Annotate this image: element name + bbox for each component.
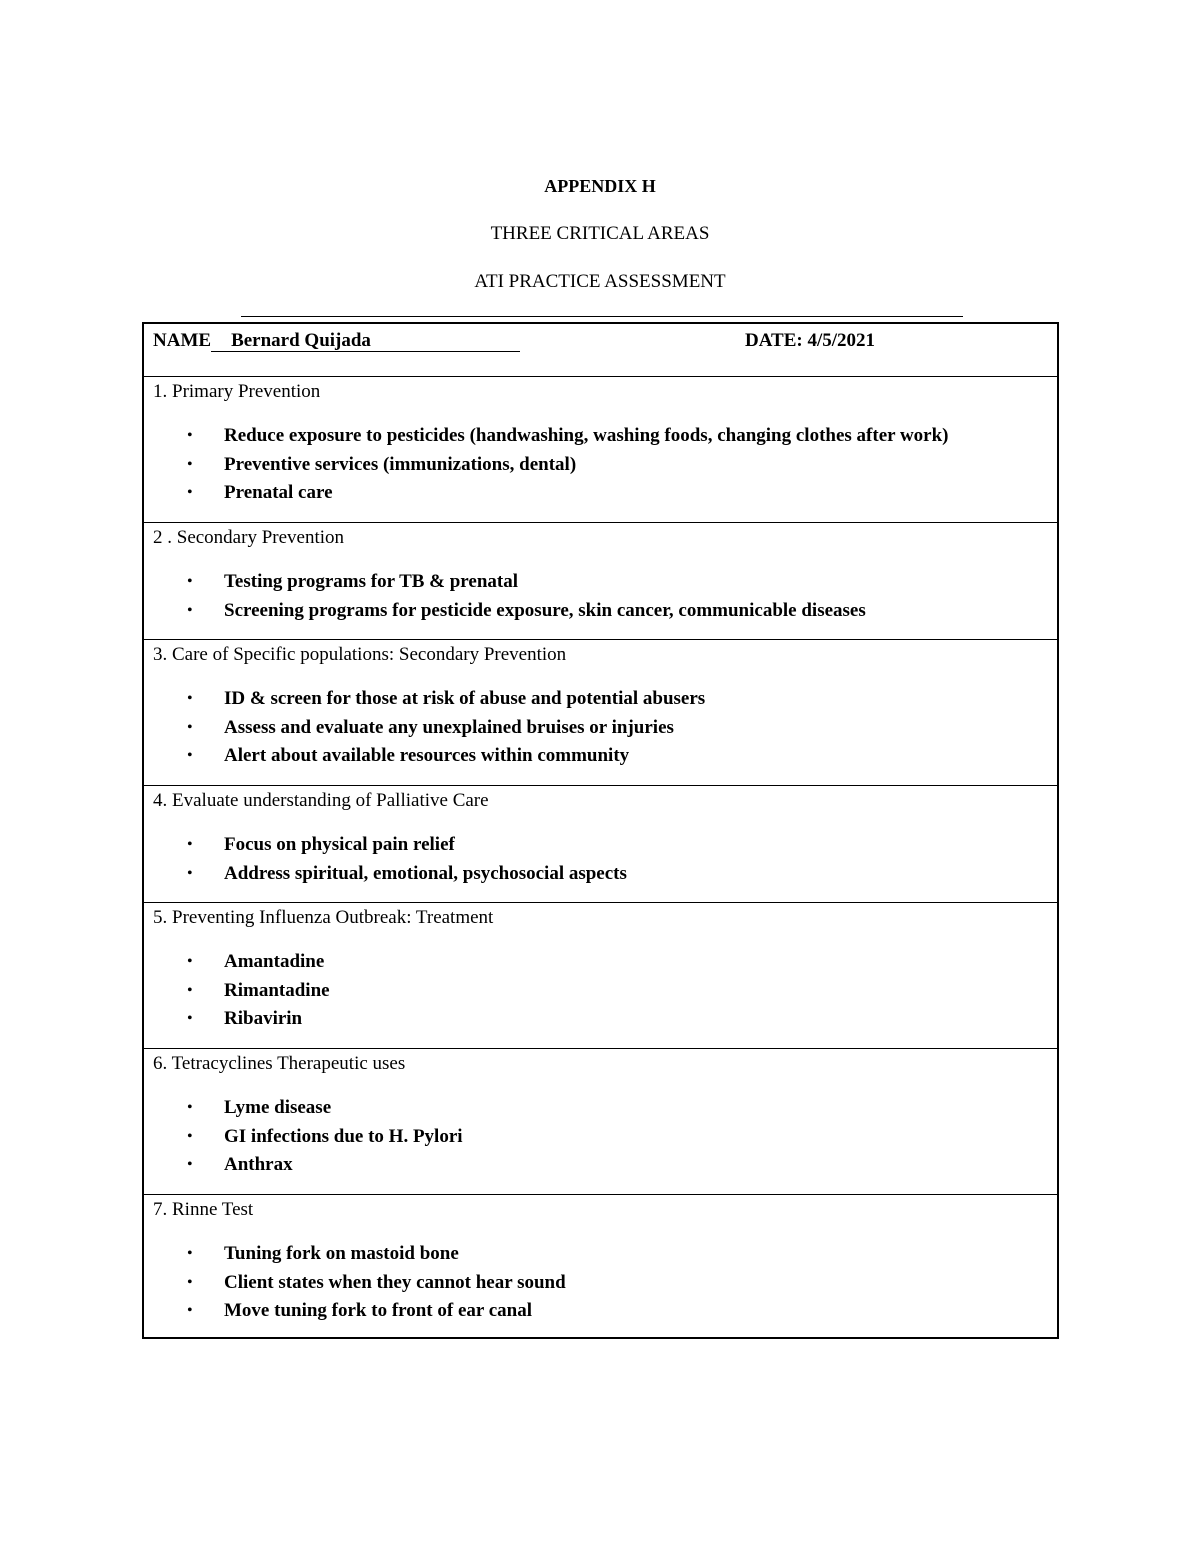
- bullet-icon: •: [187, 573, 193, 590]
- list-item: [152, 685, 1049, 714]
- bullet-icon: •: [187, 747, 193, 764]
- list-item-text: Prenatal care: [224, 482, 333, 503]
- bullet-icon: •: [187, 953, 193, 970]
- section-primary-prevention: [144, 376, 1057, 522]
- list-item-text: Testing programs for TB & prenatal: [224, 571, 518, 592]
- assessment-heading: ATI PRACTICE ASSESSMENT: [474, 271, 726, 292]
- list-item: [152, 714, 1049, 743]
- title-underline: [241, 316, 963, 317]
- bullet-icon: •: [187, 601, 193, 619]
- list-item: [152, 860, 1049, 889]
- section-specific-populations: [144, 639, 1057, 785]
- section-title: 3. Care of Specific populations: Secondary Prevention: [153, 644, 567, 665]
- section-item-list: [152, 422, 1049, 508]
- bullet-icon: •: [187, 1127, 193, 1145]
- list-item-text: Preventive services (immunizations, dental): [224, 453, 577, 475]
- section-title: 4. Evaluate understanding of Palliative Care: [153, 790, 489, 811]
- list-item: [152, 1123, 1049, 1152]
- assessment-form-table: [142, 322, 1059, 1339]
- list-item-text: Amantadine: [224, 951, 325, 972]
- list-item-text: Assess and evaluate any unexplained bruises or injuries: [224, 716, 674, 738]
- section-title: 1. Primary Prevention: [153, 381, 321, 402]
- list-item-text: Focus on physical pain relief: [224, 834, 455, 855]
- list-item-text: ID & screen for those at risk of abuse and potential abusers: [224, 688, 706, 709]
- section-palliative-care: [144, 785, 1057, 902]
- date-value: 4/5/2021: [807, 330, 876, 351]
- section-title: 7. Rinne Test: [153, 1199, 254, 1220]
- section-title: 5. Preventing Influenza Outbreak: Treatment: [153, 907, 494, 928]
- subtitle-heading: THREE CRITICAL AREAS: [490, 223, 710, 244]
- list-item-text: GI infections due to H. Pylori: [224, 1125, 463, 1147]
- list-item-text: Move tuning fork to front of ear canal: [224, 1300, 533, 1321]
- list-item-text: Client states when they cannot hear sound: [224, 1271, 566, 1293]
- date-label: DATE:: [745, 330, 803, 351]
- list-item-text: Alert about available resources within community: [224, 745, 630, 766]
- bullet-icon: •: [187, 455, 193, 473]
- list-item-text: Screening programs for pesticide exposure, skin cancer, communicable diseases: [224, 599, 866, 621]
- section-secondary-prevention: [144, 522, 1057, 639]
- section-item-list: [152, 948, 1049, 1034]
- bullet-icon: •: [187, 981, 193, 999]
- name-field: [153, 330, 520, 352]
- bullet-icon: •: [187, 1273, 193, 1291]
- list-item: [152, 568, 1049, 597]
- bullet-icon: •: [187, 1245, 193, 1262]
- list-item: [152, 948, 1049, 977]
- list-item: [152, 1151, 1049, 1180]
- list-item: [152, 1240, 1049, 1269]
- list-item: [152, 1269, 1049, 1298]
- bullet-icon: •: [187, 1010, 193, 1027]
- appendix-heading: APPENDIX H: [544, 176, 656, 196]
- bullet-icon: •: [187, 1156, 193, 1173]
- section-rinne-test: [144, 1194, 1057, 1337]
- bullet-icon: •: [187, 864, 193, 882]
- bullet-icon: •: [187, 484, 193, 501]
- list-item-text: Anthrax: [224, 1154, 293, 1175]
- list-item: [152, 742, 1049, 771]
- section-tetracyclines: [144, 1048, 1057, 1194]
- list-item: [152, 831, 1049, 860]
- name-value: Bernard Quijada: [211, 331, 520, 352]
- list-item: [152, 1297, 1049, 1326]
- name-date-row: [144, 324, 1057, 376]
- list-item: [152, 479, 1049, 508]
- list-item: [152, 977, 1049, 1006]
- bullet-icon: •: [187, 1302, 193, 1319]
- list-item-text: Address spiritual, emotional, psychosocial aspects: [224, 862, 627, 884]
- bullet-icon: •: [187, 690, 193, 707]
- section-item-list: [152, 1240, 1049, 1326]
- date-field: [745, 330, 875, 352]
- list-item-text: Ribavirin: [224, 1008, 303, 1029]
- section-title: 2 . Secondary Prevention: [153, 527, 345, 548]
- section-item-list: [152, 568, 1049, 625]
- section-item-list: [152, 1094, 1049, 1180]
- name-label: NAME: [153, 330, 212, 351]
- section-influenza-treatment: [144, 902, 1057, 1048]
- list-item-text: Rimantadine: [224, 979, 330, 1001]
- list-item: [152, 1005, 1049, 1034]
- section-item-list: [152, 831, 1049, 888]
- list-item: [152, 451, 1049, 480]
- section-title: 6. Tetracyclines Therapeutic uses: [153, 1053, 406, 1074]
- list-item: [152, 422, 1049, 451]
- bullet-icon: •: [187, 427, 193, 444]
- list-item-text: Tuning fork on mastoid bone: [224, 1243, 459, 1264]
- list-item: [152, 1094, 1049, 1123]
- bullet-icon: •: [187, 718, 193, 736]
- list-item-text: Reduce exposure to pesticides (handwashing, washing foods, changing clothes after work): [224, 425, 949, 446]
- bullet-icon: •: [187, 836, 193, 853]
- list-item-text: Lyme disease: [224, 1097, 332, 1118]
- section-item-list: [152, 685, 1049, 771]
- list-item: [152, 597, 1049, 626]
- bullet-icon: •: [187, 1099, 193, 1116]
